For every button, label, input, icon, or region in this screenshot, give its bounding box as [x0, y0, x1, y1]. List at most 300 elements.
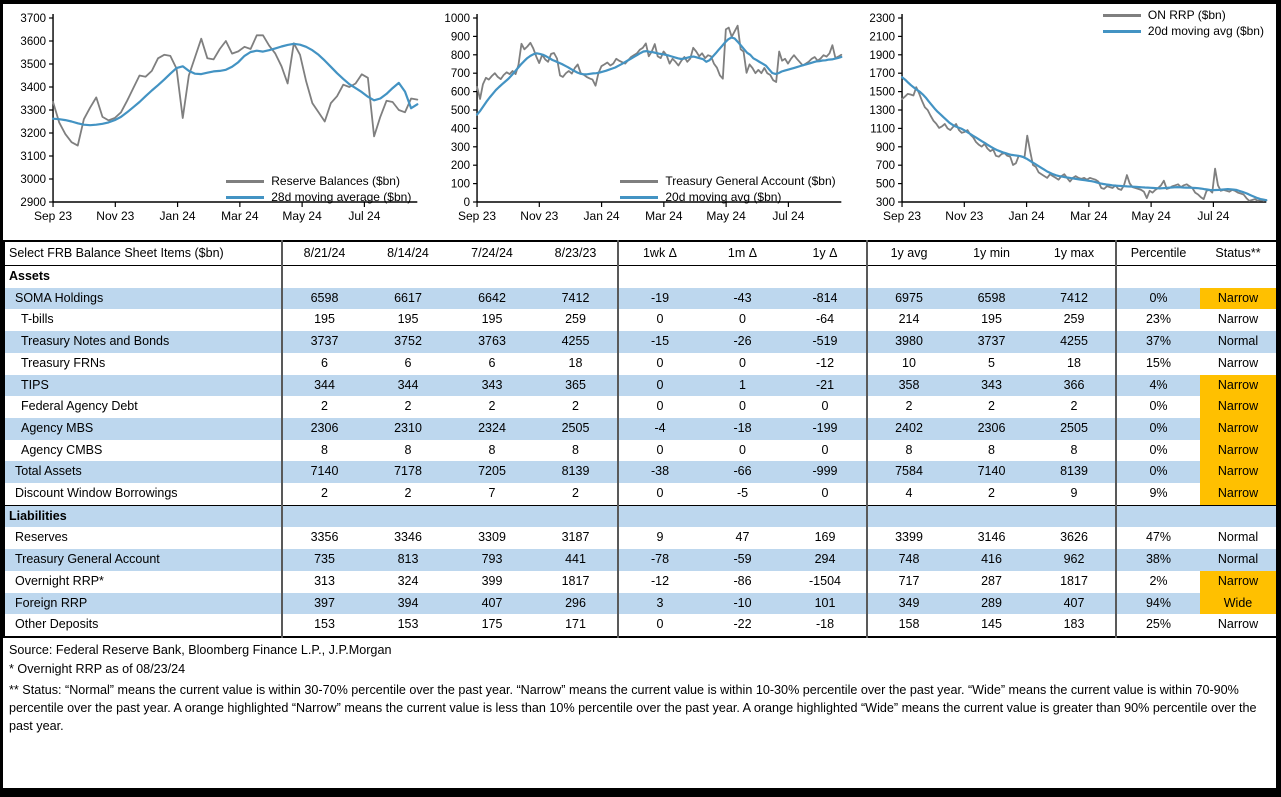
legend-line-swatch: [1103, 14, 1141, 17]
value-cell: 0: [821, 399, 829, 414]
column-header: 1y Δ: [812, 246, 838, 260]
percentile-cell: 37%: [1116, 331, 1200, 353]
value-cell: -5: [736, 486, 749, 501]
value-cell: 7140: [282, 461, 366, 483]
value-cell: 344: [397, 377, 419, 392]
value-cell: 2: [988, 399, 995, 414]
column-header: Select FRB Balance Sheet Items ($bn): [9, 246, 224, 260]
y-tick-label: 1000: [444, 13, 471, 25]
value-cell: 2306: [977, 420, 1006, 435]
empty-cell: [450, 266, 534, 288]
y-tick-label: 900: [451, 31, 471, 44]
value-cell: 0: [821, 442, 829, 457]
status-badge: Narrow: [1200, 418, 1277, 440]
value-cell: 349: [867, 593, 950, 615]
value-cell: 358: [867, 375, 950, 397]
percentile-cell: 0%: [1116, 288, 1200, 310]
value-cell: 7140: [977, 464, 1006, 479]
value-cell: 7205: [478, 464, 506, 479]
value-cell: 324: [397, 573, 419, 588]
y-tick-label: 1300: [869, 105, 895, 117]
row-label: Discount Window Borrowings: [15, 486, 178, 501]
empty-cell: [784, 505, 867, 527]
treasury-general-account-chart: [427, 4, 851, 240]
table-row: [4, 461, 1277, 483]
value-cell: 8: [404, 442, 412, 457]
value-cell: 195: [981, 312, 1002, 327]
value-cell: 7178: [394, 464, 422, 479]
value-cell: 2505: [561, 420, 590, 435]
source-note: Source: Federal Reserve Bank, Bloomberg Finance L.P., J.P.Morgan: [9, 642, 392, 657]
value-cell: 8: [488, 442, 496, 457]
y-tick-label: 3600: [20, 36, 47, 48]
value-cell: 47: [735, 530, 750, 545]
value-cell: 313: [282, 571, 366, 593]
status-badge: Narrow: [1200, 461, 1277, 483]
table-row: [4, 375, 1277, 397]
value-cell: 2: [404, 486, 412, 501]
value-cell: 9: [618, 527, 701, 549]
on-rrp-plot: [852, 4, 1276, 240]
y-tick-label: 1700: [869, 68, 895, 81]
value-cell: 7: [488, 486, 496, 501]
y-tick-label: 300: [451, 141, 471, 154]
legend-item: [226, 174, 411, 188]
value-cell: 2505: [1060, 420, 1088, 435]
x-tick-label: Sep 23: [882, 209, 921, 223]
value-cell: 3309: [478, 530, 506, 545]
legend-label: 20d moving avg ($bn): [1147, 24, 1264, 38]
value-cell: 8139: [1060, 464, 1088, 479]
value-cell: 4255: [561, 334, 590, 349]
value-cell: 3399: [867, 527, 950, 549]
value-cell: -59: [733, 552, 752, 567]
table-row: [4, 483, 1277, 505]
column-header: 1y max: [1053, 246, 1095, 260]
status-badge: Narrow: [1200, 375, 1277, 397]
value-cell: -66: [733, 464, 752, 479]
table-row: [4, 593, 1277, 615]
empty-cell: [1116, 266, 1200, 288]
y-tick-label: 700: [451, 68, 471, 81]
empty-cell: [784, 266, 867, 288]
x-tick-label: Jul 24: [1197, 209, 1230, 223]
x-tick-label: Jul 24: [348, 209, 381, 223]
value-cell: 3980: [867, 331, 950, 353]
value-cell: 3763: [478, 334, 506, 349]
balance-sheet-table-host: [3, 240, 1276, 638]
y-tick-label: 500: [875, 178, 895, 191]
reserve-balances-chart: [3, 4, 427, 240]
y-tick-label: 700: [875, 160, 895, 173]
value-cell: 343: [481, 377, 503, 392]
value-cell: 195: [282, 309, 366, 331]
value-cell: 195: [481, 312, 503, 327]
table-row: [4, 549, 1277, 571]
value-cell: 259: [565, 312, 586, 327]
column-header: 1m Δ: [727, 246, 758, 260]
value-cell: 3356: [282, 527, 366, 549]
value-cell: -21: [815, 377, 835, 392]
value-cell: 4: [867, 483, 950, 505]
status-badge: Narrow: [1200, 571, 1277, 593]
legend-label: 28d moving average ($bn): [271, 190, 412, 204]
percentile-cell: 38%: [1116, 549, 1200, 571]
value-cell: 0: [821, 486, 829, 501]
value-cell: -4: [618, 418, 701, 440]
column-header: 1y min: [973, 246, 1010, 260]
legend-item: [620, 174, 835, 188]
y-tick-label: 3400: [20, 82, 47, 94]
value-cell: 3: [618, 593, 701, 615]
row-label: Assets: [9, 269, 50, 283]
empty-cell: [867, 266, 950, 288]
y-tick-label: 3100: [20, 151, 47, 163]
value-cell: 7584: [867, 461, 950, 483]
row-label: Other Deposits: [15, 617, 99, 632]
value-cell: 6: [404, 355, 412, 370]
legend-item: [1103, 24, 1264, 38]
status-badge: Narrow: [1217, 312, 1259, 327]
legend-label: Treasury General Account ($bn): [665, 174, 836, 188]
value-cell: 748: [867, 549, 950, 571]
x-tick-label: May 24: [282, 209, 322, 223]
column-header: 1y avg: [867, 241, 950, 266]
y-tick-label: 100: [451, 178, 471, 191]
x-tick-label: Jan 24: [1008, 209, 1045, 223]
value-cell: 287: [981, 573, 1002, 588]
value-cell: 0: [618, 375, 701, 397]
value-cell: 8: [867, 440, 950, 462]
value-cell: 0: [618, 353, 701, 375]
value-cell: -38: [618, 461, 701, 483]
footnotes: [3, 638, 1276, 735]
row-label: Agency CMBS: [21, 442, 103, 457]
x-tick-label: Nov 23: [520, 209, 559, 223]
status-definition-note: ** Status: “Normal” means the current value is within 30-70% percentile over the past year. “Narrow” means the current value is within 10-30% percentile over the past year. “Wide” means the current value is within 70-90% percentile over the past year. A orange highlighted “Narrow” means the current value is less than 10% percentile over the past year. A orange highlighted “Wide” means the current value is greater than 90% percentile over the past year.: [9, 682, 1257, 733]
value-cell: 407: [1063, 595, 1085, 610]
value-cell: 6: [282, 353, 366, 375]
value-cell: -22: [733, 617, 752, 632]
column-header: 1wk Δ: [618, 241, 701, 266]
y-tick-label: 2300: [869, 13, 895, 25]
value-cell: 195: [397, 312, 419, 327]
value-cell: 344: [282, 375, 366, 397]
value-cell: 407: [481, 595, 503, 610]
status-badge: Narrow: [1200, 396, 1277, 418]
value-cell: 3626: [1060, 530, 1088, 545]
empty-cell: [1033, 266, 1116, 288]
value-cell: 735: [282, 549, 366, 571]
percentile-cell: 15%: [1116, 353, 1200, 375]
series-line: [477, 26, 841, 99]
empty-cell: [950, 505, 1033, 527]
value-cell: -19: [618, 288, 701, 310]
value-cell: 4255: [1060, 334, 1088, 349]
row-label: Federal Agency Debt: [21, 399, 138, 414]
value-cell: -1504: [809, 573, 841, 588]
value-cell: 8: [572, 442, 579, 457]
column-header: 7/24/24: [471, 246, 513, 260]
empty-cell: [1116, 505, 1200, 527]
value-cell: 8: [1070, 442, 1078, 457]
table-row: [4, 614, 1277, 637]
row-label: Reserves: [15, 530, 68, 545]
value-cell: 0: [618, 483, 701, 505]
percentile-cell: 25%: [1116, 614, 1200, 637]
value-cell: 8: [282, 440, 366, 462]
value-cell: 7412: [561, 290, 590, 305]
status-badge: Normal: [1217, 530, 1259, 545]
y-tick-label: 500: [451, 105, 471, 117]
empty-cell: [701, 266, 784, 288]
empty-cell: [867, 505, 950, 527]
value-cell: 145: [981, 617, 1002, 632]
column-header: Status**: [1215, 246, 1261, 260]
value-cell: 397: [282, 593, 366, 615]
series-line: [902, 77, 1266, 200]
value-cell: 0: [739, 442, 746, 457]
empty-cell: [282, 505, 366, 527]
value-cell: 3187: [561, 530, 590, 545]
table-header-row: [4, 241, 1277, 266]
y-tick-label: 1900: [869, 49, 895, 62]
x-tick-label: Sep 23: [458, 209, 497, 223]
chart-legend: [226, 174, 411, 204]
row-label: Overnight RRP*: [15, 573, 104, 588]
value-cell: 3346: [394, 530, 422, 545]
legend-item: [1103, 8, 1264, 22]
x-tick-label: Nov 23: [96, 209, 135, 223]
y-tick-label: 3700: [20, 13, 47, 25]
section-row: [4, 505, 1277, 527]
value-cell: 1817: [1060, 573, 1088, 588]
chart-legend: [1103, 8, 1264, 38]
x-tick-label: Mar 24: [1069, 209, 1108, 223]
report-canvas: [3, 4, 1276, 788]
column-header: 8/23/23: [554, 246, 597, 260]
table-row: [4, 418, 1277, 440]
y-tick-label: 0: [463, 197, 471, 209]
y-tick-label: 300: [875, 197, 895, 209]
table-row: [4, 440, 1277, 462]
value-cell: 294: [814, 552, 836, 567]
value-cell: -15: [618, 331, 701, 353]
y-tick-label: 3000: [20, 174, 47, 186]
value-cell: 6642: [478, 290, 506, 305]
value-cell: 6598: [977, 290, 1006, 305]
percentile-cell: 0%: [1116, 396, 1200, 418]
value-cell: -86: [733, 573, 752, 588]
empty-cell: [534, 266, 618, 288]
value-cell: 0: [739, 399, 746, 414]
value-cell: 962: [1063, 552, 1085, 567]
x-tick-label: Mar 24: [645, 209, 683, 223]
table-row: [4, 331, 1277, 353]
value-cell: 175: [481, 617, 503, 632]
row-label: Total Assets: [15, 464, 82, 479]
table-row: [4, 396, 1277, 418]
value-cell: 365: [565, 377, 586, 392]
status-badge: Wide: [1200, 593, 1277, 615]
value-cell: 18: [568, 355, 583, 370]
percentile-cell: 9%: [1116, 483, 1200, 505]
y-tick-label: 1500: [869, 86, 895, 99]
legend-line-swatch: [1103, 30, 1141, 33]
value-cell: 5: [988, 355, 995, 370]
value-cell: 366: [1063, 377, 1085, 392]
legend-label: Reserve Balances ($bn): [271, 174, 400, 188]
value-cell: -26: [733, 334, 752, 349]
status-badge: Narrow: [1200, 440, 1277, 462]
y-tick-label: 1100: [869, 123, 895, 136]
on-rrp-chart: [852, 4, 1276, 240]
value-cell: -10: [733, 595, 752, 610]
row-label: Liabilities: [9, 508, 67, 523]
empty-cell: [950, 266, 1033, 288]
value-cell: 2310: [394, 420, 422, 435]
value-cell: 2: [867, 396, 950, 418]
value-cell: 2: [572, 486, 579, 501]
row-label: Treasury Notes and Bonds: [21, 334, 170, 349]
percentile-cell: 0%: [1116, 461, 1200, 483]
value-cell: 2: [404, 399, 412, 414]
row-label: T-bills: [21, 312, 54, 327]
column-header: 8/21/24: [282, 241, 366, 266]
value-cell: 101: [814, 595, 836, 610]
value-cell: -43: [733, 290, 752, 305]
value-cell: 153: [397, 617, 419, 632]
balance-sheet-table: [3, 240, 1278, 638]
value-cell: 2: [488, 399, 496, 414]
status-badge: Narrow: [1200, 483, 1277, 505]
y-tick-label: 200: [451, 160, 471, 173]
value-cell: 6617: [394, 290, 422, 305]
legend-item: [620, 190, 835, 204]
status-badge: Narrow: [1217, 355, 1259, 370]
empty-cell: [1200, 266, 1277, 288]
value-cell: 18: [1067, 355, 1081, 370]
series-line: [902, 87, 1266, 201]
table-row: [4, 288, 1277, 310]
value-cell: 9: [1070, 486, 1078, 501]
empty-cell: [366, 505, 450, 527]
value-cell: 1817: [561, 573, 590, 588]
y-tick-label: 2900: [20, 197, 47, 209]
value-cell: 0: [618, 614, 701, 637]
value-cell: 813: [397, 552, 419, 567]
value-cell: -814: [812, 290, 838, 305]
y-tick-label: 3300: [20, 105, 47, 117]
value-cell: 214: [867, 309, 950, 331]
value-cell: 2402: [867, 418, 950, 440]
value-cell: -199: [812, 420, 838, 435]
value-cell: 0: [618, 440, 701, 462]
series-line: [53, 44, 417, 125]
series-line: [477, 38, 841, 115]
empty-cell: [618, 266, 701, 288]
value-cell: 3752: [394, 334, 422, 349]
value-cell: 2: [282, 483, 366, 505]
row-label: Treasury General Account: [15, 552, 160, 567]
value-cell: 441: [565, 552, 586, 567]
value-cell: 2324: [478, 420, 506, 435]
empty-cell: [534, 505, 618, 527]
value-cell: 0: [618, 396, 701, 418]
value-cell: 6598: [282, 288, 366, 310]
legend-label: ON RRP ($bn): [1147, 8, 1226, 22]
row-label: SOMA Holdings: [15, 290, 104, 305]
percentile-cell: 0%: [1116, 418, 1200, 440]
value-cell: -18: [815, 617, 835, 632]
value-cell: 2: [572, 399, 579, 414]
value-cell: 6: [488, 355, 496, 370]
percentile-cell: 94%: [1116, 593, 1200, 615]
x-tick-label: Jan 24: [583, 209, 620, 223]
value-cell: 296: [565, 595, 586, 610]
x-tick-label: May 24: [1131, 209, 1171, 223]
x-tick-label: Jul 24: [772, 209, 805, 223]
y-tick-label: 400: [451, 123, 471, 136]
value-cell: 158: [867, 614, 950, 637]
value-cell: 10: [867, 353, 950, 375]
value-cell: 3737: [977, 334, 1006, 349]
x-tick-label: Jan 24: [159, 209, 196, 223]
y-tick-label: 600: [451, 86, 471, 99]
value-cell: 169: [814, 530, 836, 545]
legend-label: 20d moving avg ($bn): [665, 190, 782, 204]
value-cell: 153: [282, 614, 366, 637]
x-tick-label: Nov 23: [944, 209, 983, 223]
table-row: [4, 353, 1277, 375]
series-line: [53, 35, 417, 145]
value-cell: 3146: [977, 530, 1006, 545]
treasury-general-account-plot: [427, 4, 851, 240]
status-badge: Normal: [1217, 334, 1259, 349]
value-cell: 0: [618, 309, 701, 331]
x-tick-label: Sep 23: [34, 209, 73, 223]
value-cell: 2: [282, 396, 366, 418]
value-cell: 416: [981, 552, 1002, 567]
value-cell: -78: [618, 549, 701, 571]
x-tick-label: Mar 24: [221, 209, 259, 223]
value-cell: 2306: [282, 418, 366, 440]
empty-cell: [282, 266, 366, 288]
value-cell: 6975: [867, 288, 950, 310]
value-cell: -999: [812, 464, 838, 479]
status-badge: Narrow: [1217, 617, 1259, 632]
x-tick-label: May 24: [706, 209, 747, 223]
value-cell: 183: [1063, 617, 1085, 632]
y-tick-label: 2100: [869, 31, 895, 44]
empty-cell: [1033, 505, 1116, 527]
value-cell: 8139: [561, 464, 590, 479]
value-cell: 793: [481, 552, 503, 567]
legend-line-swatch: [226, 180, 264, 183]
row-label: Foreign RRP: [15, 595, 88, 610]
chart-legend: [620, 174, 835, 204]
value-cell: 259: [1063, 312, 1085, 327]
percentile-cell: 23%: [1116, 309, 1200, 331]
y-tick-label: 800: [451, 49, 471, 62]
charts-row: [3, 4, 1276, 240]
value-cell: -12: [618, 571, 701, 593]
section-row: [4, 266, 1277, 288]
percentile-cell: 47%: [1116, 527, 1200, 549]
column-header: 8/14/24: [387, 246, 429, 260]
value-cell: -519: [812, 334, 838, 349]
value-cell: 343: [981, 377, 1002, 392]
